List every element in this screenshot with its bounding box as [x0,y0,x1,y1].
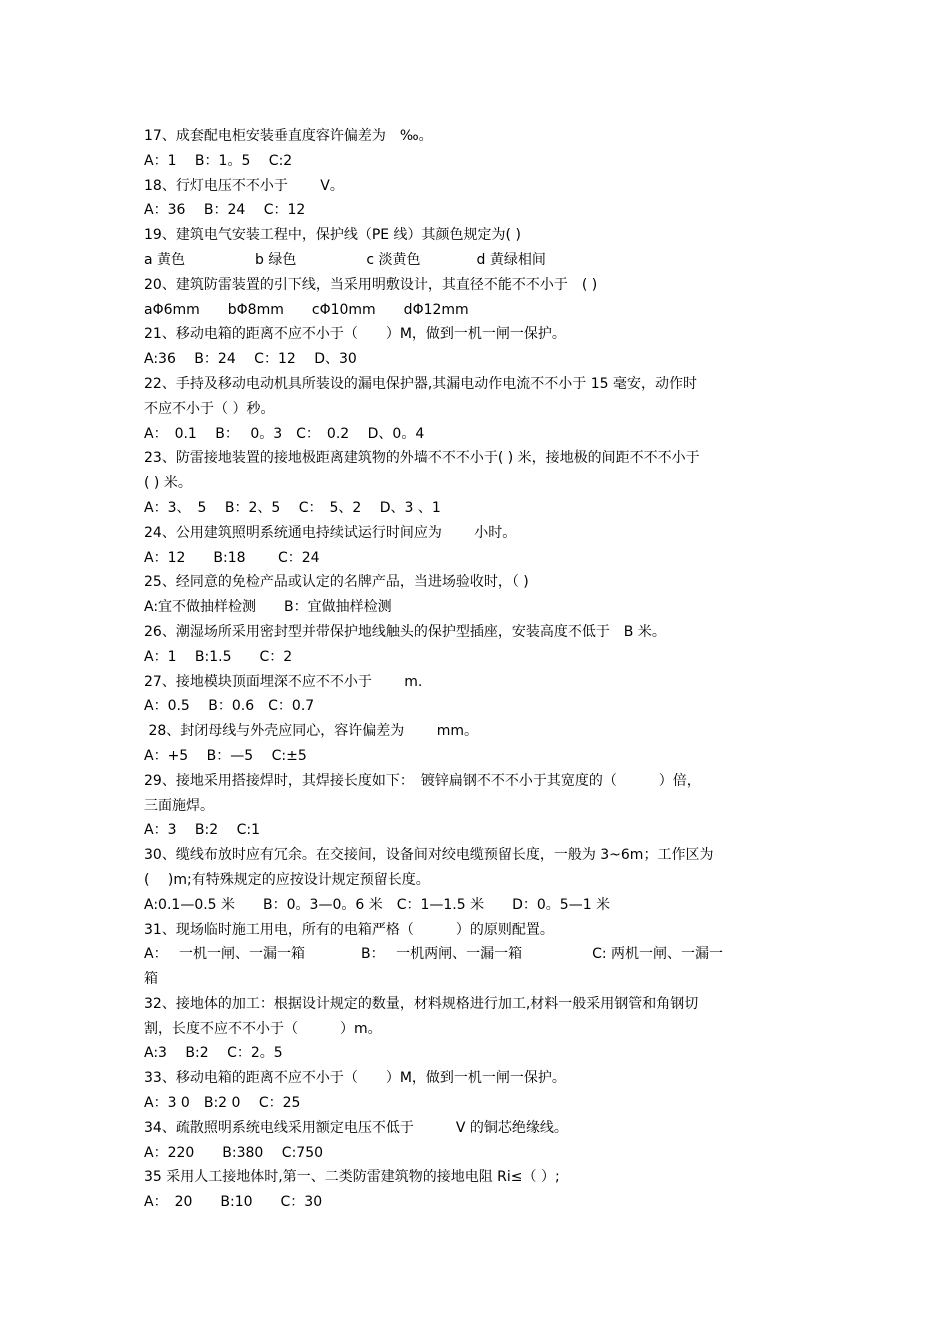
options-23: A：3、 5 B：2、5 C： 5、2 D、3 、1 [144,499,441,516]
options-31-cont: 箱 [144,971,158,988]
options-21: A:36 B：24 C：12 D、30 [144,351,357,368]
question-30: 30、缆线布放时应有冗余。在交接间，设备间对绞电缆预留长度，一般为 3~6m；工作区为 [144,847,714,864]
options-25: A:宜不做抽样检测 B：宜做抽样检测 [144,599,392,616]
question-18: 18、行灯电压不不小于 V。 [144,177,344,194]
options-24: A：12 B:18 C：24 [144,549,320,566]
options-18: A：36 B：24 C：12 [144,202,306,219]
options-35: A： 20 B:10 C：30 [144,1194,323,1211]
question-22: 22、手持及移动电动机具所装设的漏电保护器,其漏电动作电流不不小于 15 毫安，动作时 [144,375,697,392]
question-33: 33、移动电箱的距离不应不小于（ ）M，做到一机一闸一保护。 [144,1070,566,1087]
question-32: 32、接地体的加工：根据设计规定的数量，材料规格进行加工,材料一般采用钢管和角钢切 [144,995,699,1012]
question-26: 26、潮湿场所采用密封型并带保护地线触头的保护型插座，安装高度不低于 B 米。 [144,623,666,640]
options-32: A:3 B:2 C：2。5 [144,1045,283,1062]
question-19: 19、建筑电气安装工程中，保护线（PE 线）其颜色规定为( ) [144,227,521,244]
options-33: A：3 0 B:2 0 C：25 [144,1095,301,1112]
question-24: 24、公用建筑照明系统通电持续试运行时间应为 小时。 [144,524,517,541]
options-22: A： 0.1 B： 0。3 C： 0.2 D、0。4 [144,425,425,442]
question-30-cont: ( )m;有特殊规定的应按设计规定预留长度。 [144,871,430,888]
question-35: 35 采用人工接地体时,第一、二类防雷建筑物的接地电阻 Ri≤（ ）; [144,1169,560,1186]
question-29: 29、接地采用搭接焊时，其焊接长度如下： 镀锌扁钢不不不小于其宽度的（ ）倍， [144,772,701,789]
question-27: 27、接地模块顶面埋深不应不不小于 m. [144,673,423,690]
options-28: A：+5 B：—5 C:±5 [144,747,307,764]
question-23-cont: ( ) 米。 [144,475,192,492]
options-31: A： 一机一闸、一漏一箱 B： 一机两闸、一漏一箱 C: 两机一闸、一漏一 [144,946,724,963]
options-27: A：0.5 B：0.6 C：0.7 [144,698,315,715]
options-30: A:0.1—0.5 米 B：0。3—0。6 米 C：1—1.5 米 D：0。5—1 米 [144,896,611,913]
question-list [144,124,812,1215]
question-28: 28、封闭母线与外壳应同心，容许偏差为 mm。 [144,723,478,740]
question-34: 34、疏散照明系统电线采用额定电压不低于 V 的铜芯绝缘线。 [144,1119,568,1136]
question-21: 21、移动电箱的距离不应不小于（ ）M，做到一机一闸一保护。 [144,326,566,343]
question-29-cont: 三面施焊。 [144,797,214,814]
question-31: 31、现场临时施工用电，所有的电箱严格（ ）的原则配置。 [144,921,554,938]
options-29: A：3 B:2 C:1 [144,822,261,839]
question-23: 23、防雷接地装置的接地极距离建筑物的外墙不不不小于( ) 米，接地极的间距不不不小于 [144,450,700,467]
options-19: a 黄色 b 绿色 c 淡黄色 d 黄绿相间 [144,251,546,268]
options-17: A：1 B：1。5 C:2 [144,152,293,169]
options-20: aΦ6mm bΦ8mm cΦ10mm dΦ12mm [144,301,469,318]
options-34: A：220 B:380 C:750 [144,1144,324,1161]
question-25: 25、经同意的免检产品或认定的名牌产品，当进场验收时，（ ) [144,574,529,591]
options-26: A：1 B:1.5 C：2 [144,648,293,665]
question-20: 20、建筑防雷装置的引下线，当采用明敷设计，其直径不能不不小于 ( ) [144,276,598,293]
question-17: 17、成套配电柜安装垂直度容许偏差为 ‰。 [144,128,433,144]
question-22-cont: 不应不小于（ ）秒。 [144,400,275,417]
question-32-cont: 割，长度不应不不小于（ ）m。 [144,1020,382,1037]
